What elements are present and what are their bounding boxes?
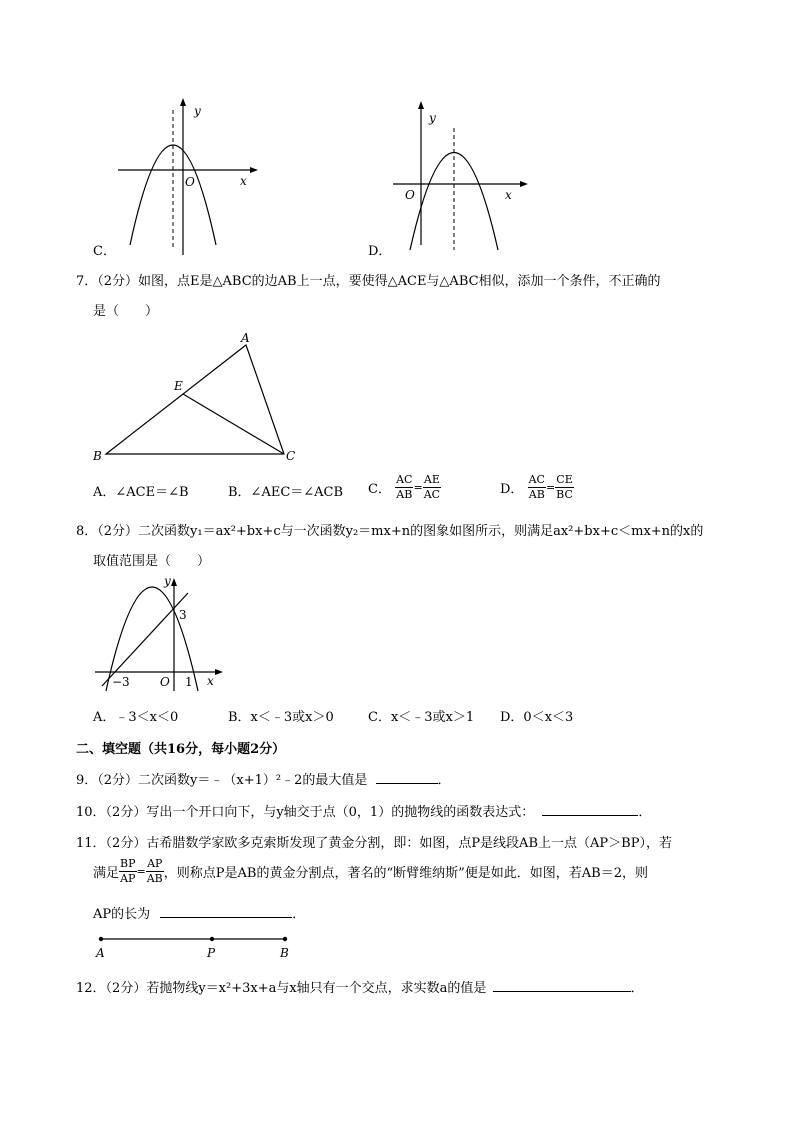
q8-option-d: D．0＜x＜3	[500, 710, 574, 725]
q7-c-fraction-1	[395, 473, 413, 502]
axis-y-label: y	[429, 111, 436, 125]
q11-line2	[93, 857, 648, 886]
equals: =	[545, 481, 556, 494]
equals: =	[413, 481, 423, 494]
q9-answer-blank[interactable]	[376, 771, 438, 784]
q7-line2: 是（ ）	[93, 304, 159, 319]
q7-option-d	[500, 473, 574, 502]
q11-answer-blank[interactable]	[160, 905, 292, 918]
vertex-b-label: B	[93, 449, 102, 463]
numerator: AE	[423, 473, 440, 486]
point-p-label: P	[207, 946, 216, 960]
denominator: AB	[396, 488, 413, 501]
numerator: AC	[396, 473, 413, 486]
point-b-label: B	[280, 946, 289, 960]
q12-answer-blank[interactable]	[493, 979, 631, 992]
denominator: AC	[423, 488, 441, 501]
q7-d-fraction-2	[555, 473, 574, 502]
numerator: AP	[147, 857, 163, 870]
q7-option-d-prefix: D．	[500, 482, 524, 497]
equals: =	[136, 865, 146, 878]
q8-graph	[90, 573, 225, 693]
vertex-a-label: A	[241, 331, 250, 345]
q7-d-fraction-1	[528, 473, 546, 502]
q11-line1: 11．（2分）古希腊数学家欧多克索斯发现了黄金分割，即：如图，点P是线段AB上一点（AP＞BP），若	[76, 836, 672, 851]
q8-text: （2分）二次函数y₁＝ax²+bx+c与一次函数y₂＝mx+n的图象如图所示，则满足ax²+bx+c＜mx+n的x的	[97, 524, 704, 539]
axis-x-label: x	[240, 174, 247, 188]
origin-label: O	[185, 175, 195, 189]
q7-number: 7．	[76, 274, 98, 289]
graph-option-c	[110, 95, 260, 255]
axis-y-label: y	[164, 574, 171, 588]
q11-suffix: ，则称点P是AB的黄金分割点，著名的“断臂维纳斯”便是如此．如图，若AB＝2，则	[163, 866, 648, 881]
q12-end: ．	[630, 981, 644, 996]
q12-line	[76, 977, 644, 996]
denominator: AP	[120, 872, 136, 885]
q7-option-c-prefix: C．	[368, 482, 391, 497]
q7-c-fraction-2	[423, 473, 441, 502]
denominator: AB	[146, 872, 163, 885]
q10-end: ．	[638, 805, 652, 820]
q7-option-a: A．∠ACE＝∠B	[93, 485, 189, 500]
q11-fraction-1	[119, 857, 137, 886]
option-d-label: D．	[368, 244, 392, 259]
q8-line2: 取值范围是（ ）	[93, 554, 211, 569]
numerator: CE	[556, 473, 573, 486]
point-e-label: E	[174, 379, 183, 393]
denominator: BC	[556, 488, 573, 501]
origin-label: O	[405, 188, 415, 202]
q8-option-a: A．﹣3＜x＜0	[93, 710, 179, 725]
q10-line	[76, 801, 651, 820]
q12-text: 12．（2分）若抛物线y＝x²+3x+a与x轴只有一个交点，求实数a的值是	[76, 981, 487, 996]
graph-option-d	[385, 100, 530, 255]
q7-option-c	[368, 473, 441, 502]
axis-x-label: x	[505, 188, 512, 202]
q7-option-b: B．∠AEC＝∠ACB	[228, 485, 344, 500]
option-c-label: C．	[93, 244, 116, 259]
q11-end: ．	[292, 907, 306, 922]
q8-line1	[76, 520, 703, 539]
q11-line3	[93, 903, 305, 922]
q8-option-b: B．x＜﹣3或x＞0	[228, 710, 334, 725]
tick-one: 1	[185, 675, 193, 689]
q9-text: 9．（2分）二次函数y＝﹣（x+1）²﹣2的最大值是	[76, 773, 368, 788]
section-title: 二、填空题（共16分，每小题2分）	[76, 742, 286, 757]
q11-text: AP的长为	[93, 907, 151, 922]
vertex-c-label: C	[286, 449, 296, 463]
axis-x-label: x	[207, 674, 214, 688]
q8-option-c: C．x＜﹣3或x＞1	[368, 710, 475, 725]
denominator: AB	[528, 488, 545, 501]
q9-end: ．	[437, 773, 451, 788]
point-a-label: A	[96, 946, 105, 960]
origin-label: O	[160, 675, 170, 689]
tick-three: 3	[179, 608, 187, 622]
q7-line1	[76, 270, 661, 289]
q9-line	[76, 769, 451, 788]
q8-number: 8．	[76, 524, 98, 539]
q11-prefix: 满足	[93, 866, 120, 881]
q10-answer-blank[interactable]	[542, 803, 638, 816]
q11-fraction-2	[146, 857, 164, 886]
triangle-figure	[88, 330, 308, 465]
q10-text: 10．（2分）写出一个开口向下，与y轴交于点（0，1）的抛物线的函数表达式：	[76, 805, 535, 820]
numerator: AC	[528, 473, 545, 486]
q7-text: （2分）如图，点E是△ABC的边AB上一点，要使得△ACE与△ABC相似，添加一个条件，不正确的	[97, 274, 661, 289]
numerator: BP	[120, 857, 136, 870]
axis-y-label: y	[194, 104, 201, 118]
tick-neg3: −3	[112, 675, 130, 689]
segment-figure	[92, 930, 297, 962]
